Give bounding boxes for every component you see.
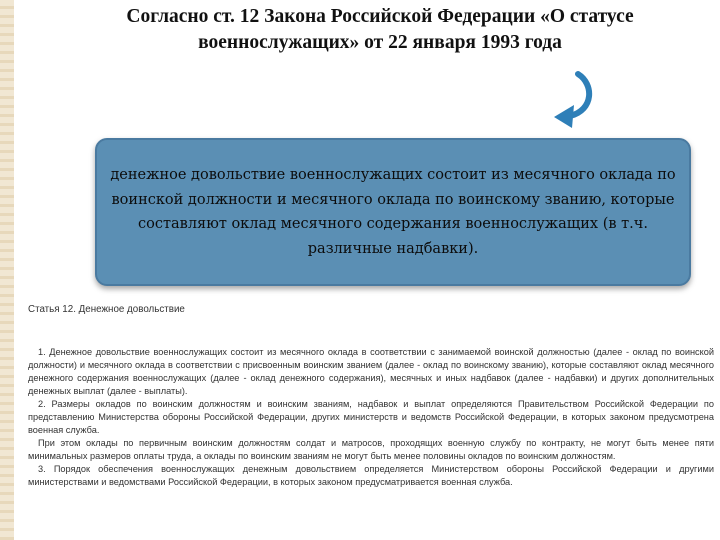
law-paragraph-1: 1. Денежное довольствие военнослужащих состоит из месячного оклада в соответствии с занимаемой воинской должностью (далее - оклад по воинской должности) и месячного оклада в соответствии с присвоенным воинским званием (далее - оклад по воинскому званию), которые составляют оклад месячного денежного содержания военнослужащих (далее - оклад денежного содержания), месячных и иных надбавок (далее - надбавки) и других дополнительных денежных выплат (далее - выплаты). (28, 347, 714, 396)
summary-callout (95, 138, 691, 286)
law-paragraph-3: 3. Порядок обеспечения военнослужащих денежным довольствием определяется Министерством обороны Российской Федерации и другими министерствами и ведомствами Российской Федерации, в которых законом предусматривается военная служба. (28, 464, 714, 487)
title-line-2: военнослужащих» от 22 января 1993 года (198, 32, 562, 53)
slide-title (60, 4, 700, 56)
law-paragraph-2: 2. Размеры окладов по воинским должностям и воинским званиям, надбавок и выплат определяются Правительством Российской Федерации по представлению Министерства обороны Российской Федерации, других министерств и ведомств Российской Федерации, в которых законом предусмотрена военная служба. (28, 399, 714, 435)
curved-arrow-down-icon (548, 70, 596, 139)
decorative-page-edge (0, 0, 14, 540)
law-paragraph-2-continued: При этом оклады по первичным воинским должностям солдат и матросов, проходящих военную службу по контракту, не могут быть менее пяти минимальных размеров оплаты труда, а оклады по воинским званиям не могут быть менее половины окладов по воинским должностям. (28, 438, 714, 461)
title-line-1: Согласно ст. 12 Закона Российской Федерации «О статусе (126, 6, 634, 27)
law-excerpt (28, 303, 714, 489)
summary-text: денежное довольствие военнослужащих состоит из месячного оклада по воинской должности и месячного оклада по воинскому званию, которые составляют оклад месячного содержания военнослужащих (в т.ч. различные надбавки). (110, 167, 676, 257)
law-article-heading: Статья 12. Денежное довольствие (28, 304, 185, 315)
